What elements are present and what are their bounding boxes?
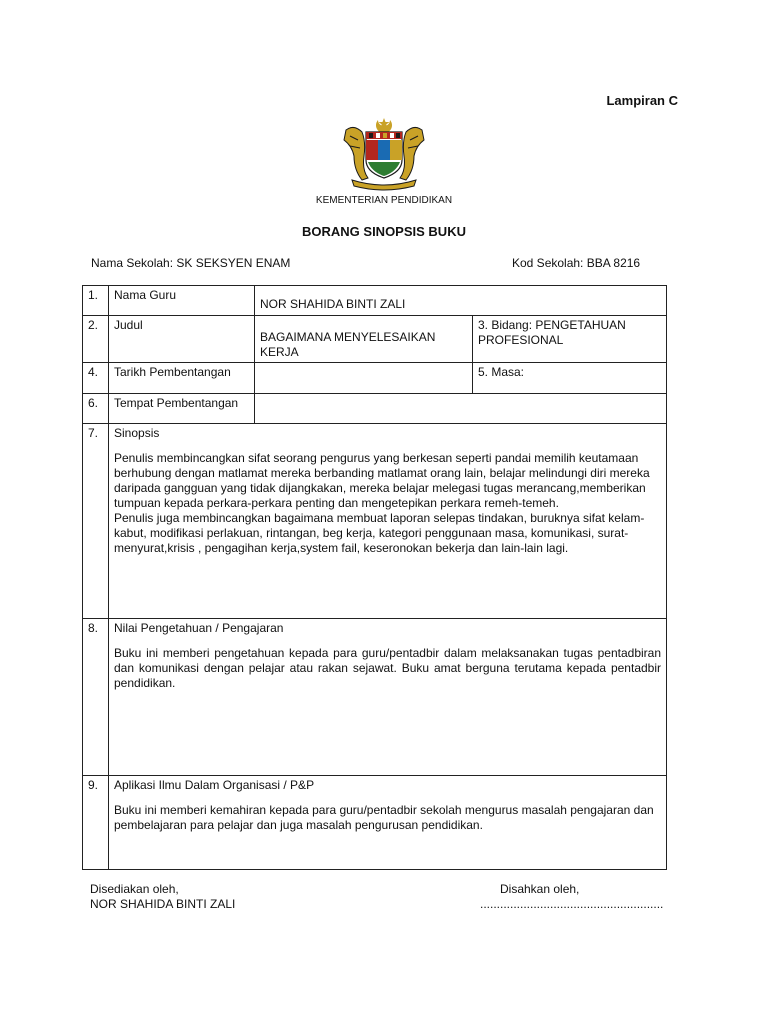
teacher-name-value: NOR SHAHIDA BINTI ZALI — [255, 286, 667, 316]
teacher-name-label: Nama Guru — [109, 286, 255, 316]
field-value: 3. Bidang: PENGETAHUAN PROFESIONAL — [473, 316, 667, 363]
application-label: Aplikasi Ilmu Dalam Organisasi / P&P — [114, 778, 315, 792]
row-number: 4. — [83, 363, 109, 394]
ministry-name: KEMENTERIAN PENDIDIKAN — [315, 195, 453, 206]
presentation-date-label: Tarikh Pembentangan — [109, 363, 255, 394]
coat-of-arms-emblem — [338, 116, 430, 192]
presentation-venue-label: Tempat Pembentangan — [109, 394, 255, 424]
synopsis-section — [109, 424, 667, 619]
time-label: 5. Masa: — [473, 363, 667, 394]
presentation-venue-value — [255, 394, 667, 424]
knowledge-value-label: Nilai Pengetahuan / Pengajaran — [114, 621, 284, 635]
synopsis-paragraph-1: Penulis membincangkan sifat seorang pengurus yang berkesan seperti pandai memilih keutamaan berhubung dengan matlamat mereka berbanding matlamat orang lain, belajar melindungi diri mereka daripada gangguan yang tidak dijangkakan, mereka belajar melegasi tugas merancang,memberikan tumpuan kepada perkara-perkara penting dan mengetepikan perkara remeh-temeh. — [114, 451, 650, 510]
row-number: 6. — [83, 394, 109, 424]
school-code: Kod Sekolah: BBA 8216 — [512, 256, 641, 270]
application-paragraph: Buku ini memberi kemahiran kepada para guru/pentadbir sekolah mengurus masalah pengajaran dan pembelajaran para pelajar dan juga masalah pengurusan pendidikan. — [114, 803, 654, 832]
school-name: Nama Sekolah: SK SEKSYEN ENAM — [91, 256, 291, 270]
signature-line: ....................................................... — [480, 897, 664, 911]
form-title: BORANG SINOPSIS BUKU — [302, 224, 466, 239]
prepared-by-name: NOR SHAHIDA BINTI ZALI — [90, 897, 236, 911]
prepared-by-block — [90, 882, 235, 912]
approved-by-block — [480, 882, 664, 912]
presentation-date-value — [255, 363, 473, 394]
approved-by-label: Disahkan oleh, — [500, 882, 580, 896]
title-label: Judul — [109, 316, 255, 363]
knowledge-value-section — [109, 619, 667, 776]
row-number: 9. — [83, 776, 109, 870]
appendix-label: Lampiran C — [606, 93, 678, 108]
row-number: 1. — [83, 286, 109, 316]
synopsis-label: Sinopsis — [114, 426, 160, 440]
synopsis-form-table — [82, 285, 667, 870]
prepared-by-label: Disediakan oleh, — [90, 882, 179, 896]
row-number: 2. — [83, 316, 109, 363]
synopsis-paragraph-2: Penulis juga membincangkan bagaimana membuat laporan selepas tindakan, buruknya sifat kelam-kabut, modifikasi perlakuan, rintangan, beg kerja, kategori penggunaan masa, komunikasi, surat-menyurat,krisis , pengagihan kerja,system fail, keseronokan bekerja dan lain-lain lagi. — [114, 511, 645, 555]
knowledge-value-paragraph: Buku ini memberi pengetahuan kepada para guru/pentadbir dalam melaksanakan tugas pentadbiran dan komunikasi dengan pelajar atau rakan sejawat. Buku amat berguna terutama kepada pentadbir pendidikan. — [114, 646, 662, 690]
row-number: 7. — [83, 424, 109, 619]
row-number: 8. — [83, 619, 109, 776]
title-value: BAGAIMANA MENYELESAIKAN KERJA — [255, 316, 473, 363]
application-section — [109, 776, 667, 870]
